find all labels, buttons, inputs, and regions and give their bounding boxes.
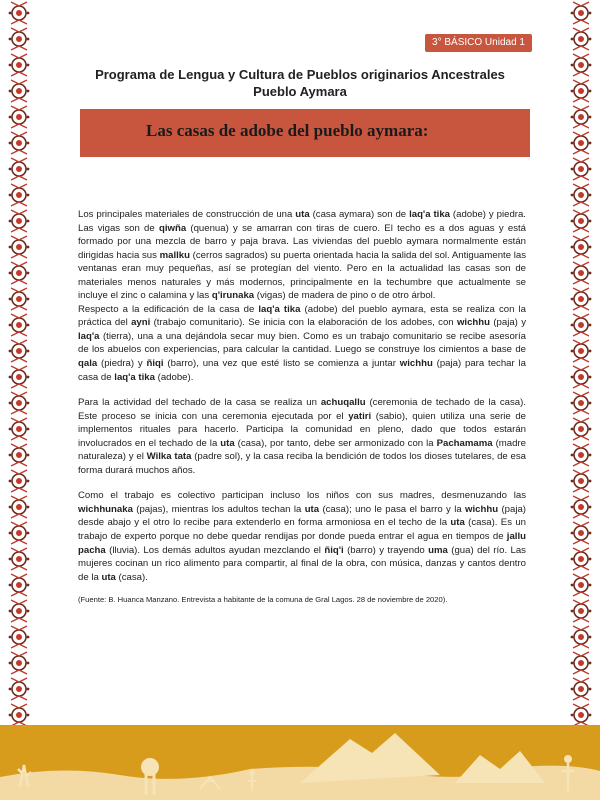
left-decorative-border [8,0,30,728]
text-segment: (casa); uno le pasa el barro y la [319,503,466,515]
text-segment: (ceremonia de techado de la casa). Este proceso se inicia con una ceremonia ejecutada por el [78,397,526,422]
aymara-term: wichhu [399,358,433,370]
aymara-term: wichhu [456,317,490,329]
text-segment: (sabio), quien utiliza una serie de implementos rituales para hacerlo. Participa la comunidad en pleno, dado que todos estarán involucrados en el techado de la [78,410,526,449]
right-decorative-border [570,0,592,728]
text-segment: (casa). Es un trabajo de experto porque no debe quedar rendijas por donde pueda entrar el agua en tiempos de [78,517,526,543]
aymara-term: ayni [131,317,151,329]
program-header [60,66,540,100]
aymara-term: mallku [159,249,190,261]
text-segment: (casa aymara) son de [309,209,410,220]
footer-landscape-illustration [0,725,600,800]
aymara-term: uta [220,437,235,449]
text-segment: (piedra) y [97,358,147,370]
aymara-term: uta [450,517,465,529]
aymara-term: yatiri [348,410,372,422]
text-segment: (paja) para techar la casa de [78,358,526,383]
people-subtitle: Pueblo Aymara [253,84,347,99]
page-title: Las casas de adobe del pueblo aymara: [146,121,429,140]
text-segment: (paja) y [490,317,526,329]
paragraph-materials [78,208,526,303]
text-segment: (paja) desde abajo y el otro lo recibe para extenderlo en forma armoniosa en el techo de la [78,503,526,529]
aymara-term: Pachamama [436,437,493,449]
text-segment: (casa), por tanto, debe ser armonizado con la [234,437,437,449]
paragraph-roofing-ceremony [78,396,526,477]
aymara-term: jallu pacha [78,531,526,556]
text-segment: (barro), una vez que esté listo se comienza a juntar [163,358,400,370]
aymara-term: wichhu [465,503,499,515]
text-segment: Para la actividad del techado de la casa se realiza un [78,397,321,409]
aymara-term: ñiqi [146,358,164,370]
text-segment: (barro) y trayendo [343,544,429,556]
title-banner [80,109,530,157]
text-segment: (padre sol), y la casa reciba la bendición de todos los dioses tutelares, de esa forma durará muchos años. [78,451,527,476]
aymara-term: uta [295,209,310,220]
aymara-term: laq'a [78,330,100,342]
text-segment: Los principales materiales de construcción de una [78,209,296,220]
aymara-term: uta [101,571,116,583]
text-segment: (adobe) y piedra. Las vigas son de [78,209,526,234]
text-segment: (lluvia). Los demás adultos ayudan mezclando el [105,544,325,556]
text-segment: (pajas), mientras los adultos techan la [132,503,305,515]
text-segment: Como el trabajo es colectivo participan incluso los niños con sus madres, desmenuzando las [78,490,526,502]
text-segment: (quenua) y se amarran con tiras de cuero. El techo es a dos aguas y está formado por una mezcla de barro y paja brava. Las viviendas del pueblo aymara normalmente están dirigidas hacia sus [78,222,526,261]
aymara-term: uta [304,503,320,515]
aymara-term: uma [428,544,448,556]
text-segment: (cerros sagrados) su puerta orientada hacia la salida del sol. Antiguamente las ventanas eran muy pequeñas, así se protegían del viento. Pero en la actualidad las casas son de materiales menos naturales y más modernos, principalmente en la techumbre que actualmente se incluye el zinc o calamina y las [78,249,526,302]
aymara-term: Wilka tata [146,451,192,463]
aymara-term: qiwña [158,222,187,234]
text-segment: (vigas) de madera de pino o de otro árbol. [254,290,436,302]
text-segment: (gua) del río. Las mujeres cocinan un rico alimento para compartir, al final de la obra, con música, danzas y cantos dentro de la [78,544,526,583]
aymara-term: laq'a tika [258,303,301,315]
program-title: Programa de Lengua y Cultura de Pueblos originarios Ancestrales [95,67,505,82]
source-citation: (Fuente: B. Huanca Manzano. Entrevista a habitante de la comuna de Gral Lagos. 28 de noviembre de 2020). [78,595,448,605]
text-segment: (madre naturaleza) y el [78,437,526,463]
aymara-term: qala [78,358,98,370]
aymara-term: achuqallu [320,397,366,409]
aymara-term: q'irunaka [211,290,255,302]
grade-unit-badge: 3° BÁSICO Unidad 1 [425,34,532,52]
text-segment: (adobe). [154,371,194,383]
aymara-term: wichhunaka [78,503,133,515]
text-segment: (tierra), una a una dejándola secar muy bien. Como es un trabajo comunitario se recibe asesoría de los abuelos con experiencias, para calcular la cantidad. Luego se construye los cimientos a base de [78,330,526,356]
paragraph-collective-work [78,489,526,584]
text-segment: (adobe) del pueblo aymara, esta se realiza con la práctica del [78,303,526,329]
aymara-term: laq'a tika [409,209,450,220]
text-segment: (trabajo comunitario). Se inicia con la elaboración de los adobes, con [150,317,457,329]
aymara-term: laq'a tika [114,371,155,383]
text-segment: (casa). [115,571,148,583]
paragraph-construction [78,303,526,384]
text-segment: Respecto a la edificación de la casa de [78,303,259,315]
article-body [78,208,526,605]
aymara-term: ñiq'i [324,544,344,556]
